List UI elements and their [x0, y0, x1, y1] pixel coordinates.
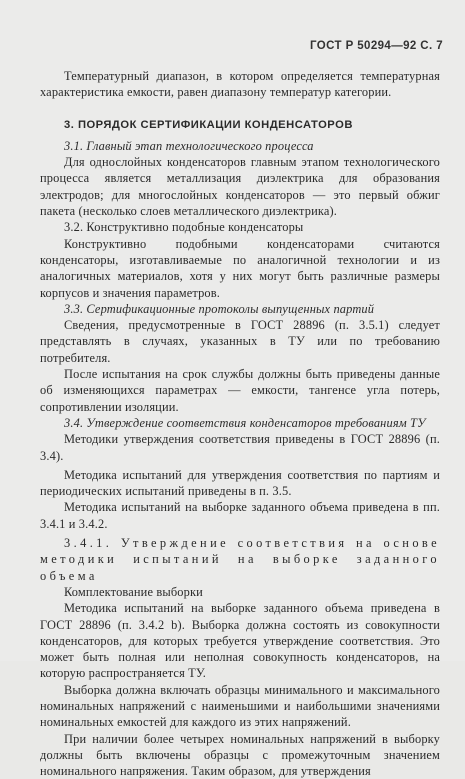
- subsection-heading: 3.2. Конструктивно подобные конденсаторы: [64, 220, 304, 235]
- subsection-heading: 3.1. Главный этап технологического процесса: [64, 138, 314, 153]
- paragraph: Методика испытаний на выборке заданного объема приведена в пп. 3.4.1 и 3.4.2.: [40, 500, 440, 531]
- section-title: 3. ПОРЯДОК СЕРТИФИКАЦИИ КОНДЕНСАТОРОВ: [64, 118, 353, 131]
- paragraph: После испытания на срок службы должны быть приведены данные об изменяющихся параметрах — емкости, тангенсе угла потерь, сопротивлении изоляции.: [40, 367, 440, 414]
- subsection-heading: 3.4.1. Утверждение соответствия на основе методики испытаний на выборке заданного объема: [40, 536, 440, 583]
- page-header: ГОСТ Р 50294—92 С. 7: [310, 40, 443, 52]
- paragraph: Методики утверждения соответствия приведены в ГОСТ 28896 (п. 3.4).: [40, 432, 440, 463]
- paragraph: Сведения, предусмотренные в ГОСТ 28896 (п. 3.5.1) следует представлять в случаях, указанных в ТУ или по требованию потребителя.: [40, 318, 440, 365]
- paragraph: Методика испытаний для утверждения соответствия по партиям и периодических испытаний приведены в п. 3.5.: [40, 467, 440, 499]
- paragraph: Методика испытаний на выборке заданного объема приведена в ГОСТ 28896 (п. 3.4.2 b). Выборка должна состоять из совокупности конденсаторов, для которых требуется утверждение соответствия. Это может быть полная или неполная совокупность конденсаторов, на которую распространяется ТУ.: [40, 601, 440, 681]
- paragraph: Для однослойных конденсаторов главным этапом технологического процесса является металлизация диэлектрика для образования электродов; для многослойных конденсаторов — это первый обжиг пакета (несколько слоев металлического диэлектрика).: [40, 155, 440, 219]
- subsection-heading: 3.3. Сертификационные протоколы выпущенных партий: [64, 301, 375, 316]
- subsection-heading: 3.4. Утверждение соответствия конденсаторов требованиям ТУ: [64, 415, 426, 430]
- paragraph: Конструктивно подобными конденсаторами считаются конденсаторы, изготавливаемые по аналогичной технологии и из аналогичных материалов, хотя у них могут быть различные размеры корпусов и значения параметров.: [40, 236, 440, 300]
- subsection-heading: Комплектование выборки: [64, 584, 203, 599]
- paragraph: Выборка должна включать образцы минимального и максимального номинальных напряжений с наименьшими и наибольшими значениями номинальных емкостей для каждого из этих напряжений.: [40, 682, 440, 730]
- paragraph: Температурный диапазон, в котором определяется температурная характеристика емкости, равен диапазону температур категории.: [40, 69, 440, 100]
- paragraph: При наличии более четырех номинальных напряжений в выборку должны быть включены образцы с промежуточным значением номинального напряжения. Таким образом, для утверждения: [40, 731, 440, 779]
- document-body: [40, 68, 440, 779]
